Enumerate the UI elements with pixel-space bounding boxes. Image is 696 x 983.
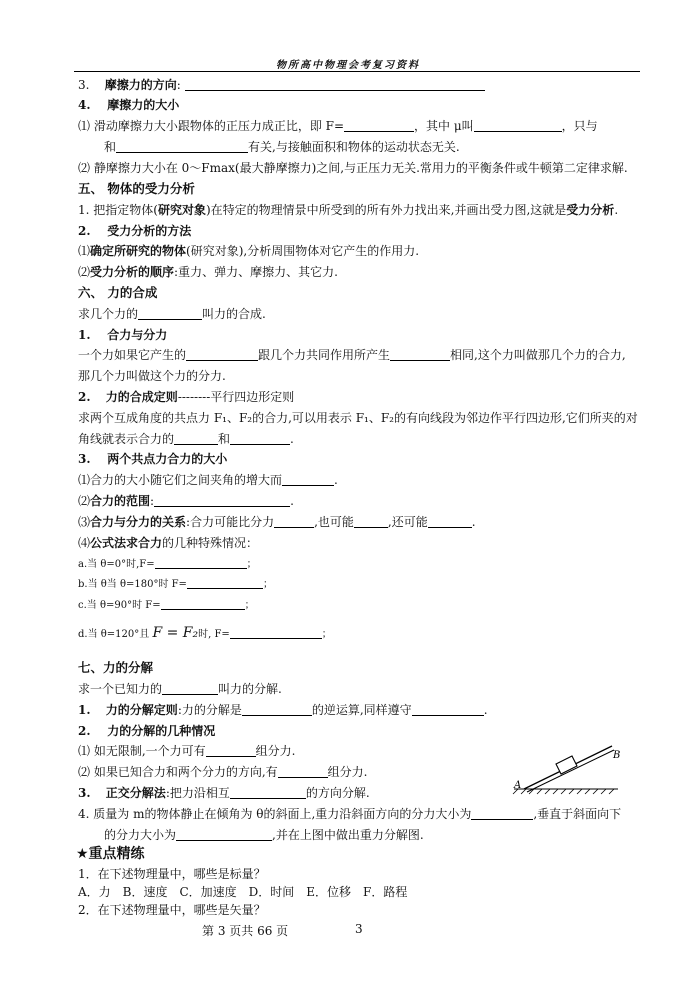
case-c: c.当 θ=90°时 F= ；	[78, 597, 255, 614]
line-decomp-case-2: ⑵ 如果已知合力和两个分力的方向,有 组分力.	[78, 765, 368, 779]
blank-direction[interactable]	[230, 432, 290, 445]
case-a: a.当 θ=0°时,F= ；	[78, 556, 257, 573]
line-decomp-case-1: ⑴ 如无限制,一个力可有 组分力.	[78, 744, 296, 758]
item-friction-direction: 3. 摩擦力的方向:	[78, 77, 485, 93]
blank-mu-name[interactable]	[474, 119, 562, 132]
blank-angle-effect[interactable]	[282, 473, 334, 486]
line-parallelogram-desc-cont: 角线就表示合力的 和 .	[78, 432, 294, 446]
case-d: d.当 θ=120°且 F = F₂时, F= ；	[78, 625, 332, 641]
blank-decomp-count-2[interactable]	[278, 765, 328, 778]
blank-composition[interactable]	[138, 307, 202, 320]
line-composition-def: 求几个力的 叫力的合成.	[78, 307, 266, 321]
blank-effect-2[interactable]	[390, 348, 450, 361]
line-decomposition-def: 求一个已知力的 叫力的分解.	[78, 682, 282, 696]
blank-case-b[interactable]	[187, 576, 263, 589]
question-1: 1．在下述物理量中，哪些是标量？	[78, 867, 266, 881]
line-resultant-def: 一个力如果它产生的 跟几个力共同作用所产生 相同,这个力叫做那几个力的合力,	[78, 348, 626, 362]
blank-decomp-count-1[interactable]	[206, 744, 256, 757]
line-method-2: ⑵受力分析的顺序:重力、弹力、摩擦力、其它力.	[78, 265, 338, 279]
blank-orthogonal[interactable]	[230, 786, 306, 799]
line-resultant-def-cont: 那几个力叫做这个力的分力.	[78, 369, 226, 383]
line-orthogonal: 3. 正交分解法:把力沿相互 的方向分解.	[78, 786, 370, 800]
blank-friction-direction[interactable]	[185, 78, 485, 91]
section-force-decomposition: 七、力的分解	[78, 660, 154, 675]
page-footer: 第 3 页共 66 页	[202, 924, 289, 938]
blank-mu-depends[interactable]	[116, 140, 248, 153]
blank-effect-1[interactable]	[186, 348, 258, 361]
item-force-analysis-method: 2. 受力分析的方法	[78, 224, 192, 238]
item-resultant-magnitude: 3. 两个共点力合力的大小	[78, 452, 228, 466]
label-b: B	[613, 750, 621, 761]
blank-compare-1[interactable]	[274, 515, 314, 528]
header-rule	[74, 71, 640, 72]
blank-parallel-component[interactable]	[471, 807, 533, 820]
blank-compare-3[interactable]	[428, 515, 472, 528]
line-static-friction: ⑵ 静摩擦力大小在 0～Fmax(最大静摩擦力)之间,与正压力无关.常用力的平衡条件或牛顿第二定律求解.	[78, 161, 628, 175]
item-friction-magnitude: 4. 摩擦力的大小	[78, 98, 180, 112]
line-resultant-vs-component: ⑶合力与分力的关系:合力可能比分力 ,也可能 ,还可能 .	[78, 515, 476, 529]
line-angle-effect: ⑴合力的大小随它们之间夹角的增大而 .	[78, 473, 338, 487]
blank-case-c[interactable]	[161, 597, 245, 610]
blank-case-d[interactable]	[230, 626, 322, 639]
block-on-incline	[556, 756, 577, 774]
page-number: 3	[355, 922, 363, 936]
blank-inverse-op[interactable]	[242, 703, 312, 716]
blank-case-a[interactable]	[155, 556, 247, 569]
item-decomposition-cases: 2. 力的分解的几种情况	[78, 724, 216, 738]
line-formula-cases: ⑷公式法求合力的几种特殊情况：	[78, 536, 259, 550]
item-resultant-component: 1. 合力与分力	[78, 328, 168, 342]
line-parallelogram-desc: 求两个互成角度的共点力 F₁、F₂的合力,可以用表示 F₁、F₂的有向线段为邻边作平行四边形,它们所夹的对	[78, 411, 638, 425]
item-parallelogram-rule: 2. 力的合成定则--------平行四边形定则	[78, 390, 295, 404]
line-method-1: ⑴确定所研究的物体(研究对象),分析周围物体对它产生的作用力.	[78, 244, 420, 258]
blank-resultant-range[interactable]	[154, 494, 290, 507]
section-force-analysis: 五、 物体的受力分析	[78, 181, 195, 196]
line-kinetic-friction: ⑴ 滑动摩擦力大小跟物体的正压力成正比，即 F= ，其中 μ叫 ，只与	[78, 119, 598, 133]
section-key-exercises: ★重点精练	[76, 846, 145, 862]
blank-magnitude[interactable]	[174, 432, 218, 445]
blank-compare-2[interactable]	[354, 515, 388, 528]
blank-friction-formula[interactable]	[344, 119, 414, 132]
question-2: 2．在下述物理量中，哪些是矢量？	[78, 903, 266, 917]
page-header: 物所高中物理会考复习资料	[276, 60, 420, 71]
blank-decomposition[interactable]	[162, 682, 218, 695]
label-a: A	[514, 780, 522, 791]
question-1-options: A．力 B．速度 C．加速度 D．时间 E．位移 F．路程	[78, 885, 408, 899]
line-resultant-range: ⑵合力的范围: .	[78, 494, 294, 508]
line-incline-problem: 4. 质量为 m的物体静止在倾角为 θ的斜面上,重力沿斜面方向的分力大小为 ,垂直于斜面向下	[78, 807, 622, 821]
line-decomposition-rule: 1. 力的分解定则:力的分解是 的逆运算,同样遵守 .	[78, 703, 488, 717]
incline-figure	[500, 736, 636, 796]
blank-obey-rule[interactable]	[412, 703, 484, 716]
section-force-composition: 六、 力的合成	[78, 285, 158, 300]
line-kinetic-friction-cont: 和 有关,与接触面积和物体的运动状态无关.	[104, 140, 460, 154]
line-force-analysis-def: 1. 把指定物体(研究对象)在特定的物理情景中所受到的所有外力找出来,并画出受力图,这就是受力分析.	[78, 203, 619, 217]
case-b: b.当 θ当 θ=180°时 F= ；	[78, 576, 273, 593]
blank-perpendicular-component[interactable]	[176, 828, 272, 841]
line-incline-problem-cont: 的分力大小为 ,并在上图中做出重力分解图.	[104, 828, 424, 842]
